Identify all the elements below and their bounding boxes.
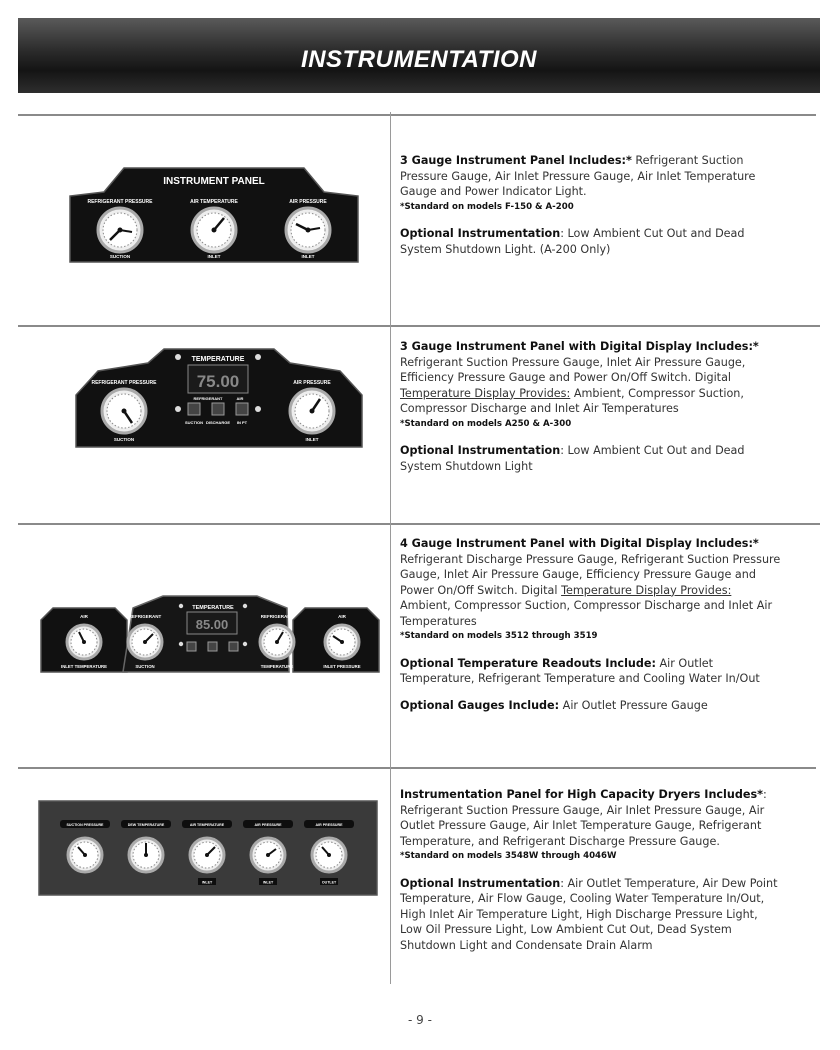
pressure-gauge-icon [98,208,142,252]
column-divider [390,112,391,984]
selector-switch[interactable] [212,403,224,415]
temperature-gauge-icon [129,838,163,872]
display-provides-label: Temperature Display Provides: [400,386,571,400]
switch-label: DISCHARGE [205,420,231,425]
section-heading: 4 Gauge Instrument Panel with Digital Display Includes:* [400,537,759,550]
section-heading: Instrumentation Panel for High Capacity Dryers Includes* [400,788,763,801]
section-3-text [400,536,782,713]
temperature-gauge-icon [190,838,224,872]
page-number: - 9 - [408,1013,432,1027]
gauge-sub-label: TEMPERATURE [260,664,294,669]
optional-text: : Low Ambient Cut Out and Dead System Shutdown Light. (A-200 Only) [400,227,745,256]
pressure-gauge-icon [128,625,162,659]
switch-label: IN PT [236,420,248,425]
divider [18,114,816,116]
selector-switch[interactable] [188,403,200,415]
instrument-panel-3-gauge [66,166,362,270]
standard-models-note: *Standard on models 3548W through 4046W [400,851,617,861]
gauge-sub-label: INLET [207,254,221,259]
display-provides-label: Temperature Display Provides: [561,583,732,597]
optional-label: Optional Instrumentation [400,876,561,890]
pressure-gauge-icon [290,389,334,433]
section-heading: 3 Gauge Instrument Panel Includes:* [400,154,632,167]
display-sub-label: REFRIGERANT [193,396,223,401]
display-title: TEMPERATURE [192,605,234,611]
selector-switch[interactable] [236,403,248,415]
page-title: INSTRUMENTATION [301,46,537,73]
gauge-label: REFRIGERANT [260,614,294,619]
gauge-label: AIR PRESSURE [315,823,343,827]
gauge-label: AIR [80,614,88,619]
gauge-label: REFRIGERANT PRESSURE [87,199,153,205]
gauge-sub-label: SUCTION [109,254,131,259]
section-1-text [400,153,782,257]
optional-label: Optional Temperature Readouts Include: [400,656,656,670]
gauge-label: REFRIGERANT PRESSURE [91,380,157,386]
gauge-label: AIR TEMPERATURE [190,199,238,205]
switch-label: SUCTION [185,420,203,425]
divider [18,767,816,769]
gauge-label: AIR PRESSURE [254,823,282,827]
selector-switch[interactable] [208,642,217,651]
optional-label: Optional Instrumentation [400,227,561,240]
pressure-gauge-icon [286,208,330,252]
pressure-gauge-icon [312,838,346,872]
gauge-label: AIR [338,614,346,619]
section-body: Refrigerant Discharge Pressure Gauge, Refrigerant Suction Pressure Gauge, Inlet Air Pressure Gauge, Efficiency Pressure Gauge and Power On/Off Switch. Digital [400,552,781,597]
section-body: Refrigerant Suction Pressure Gauge, Inlet Air Pressure Gauge, Efficiency Pressure Gauge and Power On/Off Switch. Digital [400,355,746,384]
digital-display-value: 75.00 [196,372,240,391]
gauge-label: AIR TEMPERATURE [189,823,225,827]
gauge-label: AIR PRESSURE [289,199,327,205]
temperature-gauge-icon [192,208,236,252]
panel-title: INSTRUMENT PANEL [163,176,265,187]
pressure-gauge-icon [325,625,359,659]
gauge-sub-label: INLET [262,880,274,885]
pressure-gauge-icon [251,838,285,872]
pressure-gauge-icon [68,838,102,872]
section-heading: 3 Gauge Instrument Panel with Digital Display Includes:* [400,340,759,353]
selector-switch[interactable] [229,642,238,651]
gauge-sub-label: INLET [201,880,213,885]
divider [18,523,820,525]
gauge-sub-label: INLET PRESSURE [323,664,361,669]
display-sub-label: AIR [236,396,244,401]
section-4-text [400,787,782,953]
gauge-sub-label: INLET [301,254,315,259]
gauge-label: DEW TEMPERATURE [127,823,165,827]
selector-switch[interactable] [187,642,196,651]
gauge-sub-label: INLET TEMPERATURE [61,664,107,669]
pressure-gauge-icon [67,625,101,659]
digital-display-value: 85.00 [195,617,229,632]
gauge-sub-label: OUTLET [321,880,337,885]
optional-gauges-text: Air Outlet Pressure Gauge [559,698,708,712]
gauge-label: SUCTION PRESSURE [66,823,104,827]
instrument-panel-digital-display [74,347,364,449]
section-body-continued: Ambient, Compressor Suction, Compressor Discharge and Inlet Air Temperatures [400,599,773,628]
section-2-text [400,339,782,474]
instrument-panel-high-capacity [38,800,378,896]
section-body-continued: Ambient, Compressor Suction, Compressor Discharge and Inlet Air Temperatures [400,386,744,415]
display-title: TEMPERATURE [191,356,245,363]
optional-label: Optional Instrumentation [400,444,561,457]
gauge-sub-label: SUCTION [113,437,135,442]
optional-gauges-label: Optional Gauges Include: [400,698,560,712]
gauge-sub-label: INLET [305,437,319,442]
section-body: Refrigerant Suction Pressure Gauge, Air Inlet Pressure Gauge, Air Inlet Temperature Gauge and Power Indicator Light. [400,154,756,198]
gauge-label: REFRIGERANT [128,614,162,619]
optional-text: Air Outlet Temperature, Refrigerant Temperature and Cooling Water In/Out [400,656,760,685]
pressure-gauge-icon [102,389,146,433]
standard-models-note: *Standard on models F-150 & A-200 [400,201,574,212]
header-banner [18,18,820,93]
optional-text: : Low Ambient Cut Out and Dead System Shutdown Light [400,444,745,473]
standard-models-note: *Standard on models 3512 through 3519 [400,631,598,641]
standard-models-note: *Standard on models A250 & A-300 [400,418,572,429]
instrument-panel-4-gauge [37,594,383,676]
gauge-label: AIR PRESSURE [293,380,331,386]
section-body: : Refrigerant Suction Pressure Gauge, Air Inlet Pressure Gauge, Air Outlet Pressure Gauge, Air Inlet Temperature Gauge, Refrigerant Temperature, and Refrigerant Discharge Pressure Gauge. [400,788,767,848]
temperature-gauge-icon [260,625,294,659]
divider [18,325,820,327]
optional-text: : Air Outlet Temperature, Air Dew Point Temperature, Air Flow Gauge, Cooling Water Temperature In/Out, High Inlet Air Temperature Light, High Discharge Pressure Light, Low Oil Pressure Light, Low Ambient Cut Out, Dead System Shutdown Light and Condensate Drain Alarm [400,876,778,952]
gauge-sub-label: SUCTION [135,664,155,669]
